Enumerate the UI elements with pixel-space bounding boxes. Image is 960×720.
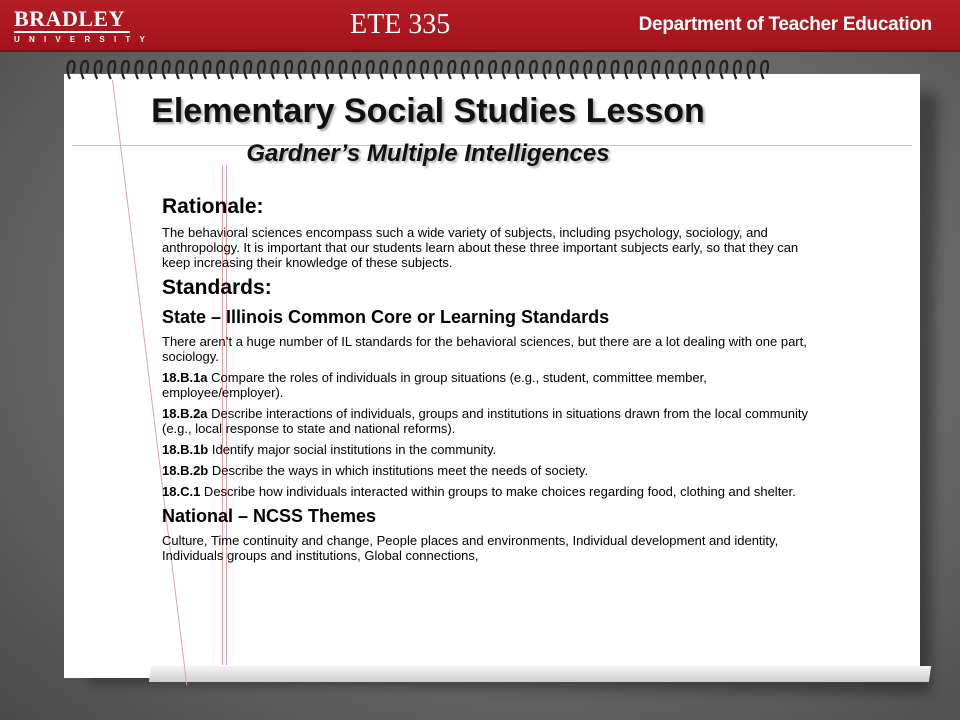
standard-code: 18.B.1b [162,442,209,457]
spiral-ring [204,61,211,79]
state-heading: State – Illinois Common Core or Learning Standards [162,307,610,327]
standard-code: 18.B.2b [162,463,209,478]
department-name: Department of Teacher Education [638,14,932,35]
spiral-ring [353,61,360,79]
standard-code: 18.B.1a [162,370,208,385]
spiral-ring [68,61,75,79]
header-bar [0,0,960,52]
standard-text: Describe the ways in which institutions meet the needs of society. [208,463,589,478]
spiral-ring [652,61,659,79]
spiral-ring [136,61,143,79]
bradley-logo [14,8,154,44]
rationale-heading: Rationale: [162,195,264,218]
standard-item [162,442,812,457]
spiral-ring [163,61,170,79]
spiral-ring [272,61,279,79]
standard-item [162,463,812,478]
logo-subtext: UNIVERSITY [14,35,155,44]
spiral-ring [530,61,537,79]
standard-text: Describe how individuals interacted within groups to make choices regarding food, clothing and shelter. [200,484,796,499]
spiral-ring [176,61,183,79]
spiral-ring [122,61,129,79]
standard-item [162,370,812,400]
spiral-ring [340,61,347,79]
spiral-binding [62,57,782,83]
standard-code: 18.C.1 [162,484,201,499]
spiral-ring [190,61,197,79]
standard-item [162,406,812,436]
spiral-ring [516,61,523,79]
spiral-ring [503,61,510,79]
standard-text: Describe interactions of individuals, groups and institutions in situations drawn from the local community (e.g., local response to state and national reforms). [162,406,809,436]
standard-code: 18.B.2a [162,406,208,421]
spiral-ring [761,61,768,79]
spiral-ring [149,61,156,79]
spiral-ring [720,61,727,79]
spiral-ring [571,61,578,79]
state-intro: There aren’t a huge number of IL standards for the behavioral sciences, but there are a lot dealing with one part, sociology. [162,334,807,364]
spiral-ring [258,61,265,79]
spiral-ring [312,61,319,79]
logo-rule [14,31,130,33]
spiral-ring [748,61,755,79]
slide-subtitle: Gardner’s Multiple Intelligences [246,140,610,167]
spiral-ring [693,61,700,79]
logo-wordmark: BRADLEY [14,6,126,31]
spiral-ring [666,61,673,79]
spiral-ring [639,61,646,79]
spiral-ring [584,61,591,79]
spiral-ring [408,61,415,79]
spiral-ring [734,61,741,79]
spiral-ring [448,61,455,79]
national-text: Culture, Time continuity and change, People places and environments, Individual development and identity, Individuals groups and institutions, Global connections, [162,533,779,563]
spiral-ring [380,61,387,79]
rationale-text: The behavioral sciences encompass such a wide variety of subjects, including psychology, sociology, and anthropology. It is important that our students learn about these three important subjects early, so that they can keep increasing their knowledge of these subjects. [162,225,799,270]
page-edge [149,666,931,682]
spiral-ring [612,61,619,79]
spiral-ring [476,61,483,79]
spiral-ring [244,61,251,79]
spiral-ring [625,61,632,79]
spiral-ring [326,61,333,79]
spiral-ring [299,61,306,79]
spiral-ring [394,61,401,79]
spiral-ring [95,61,102,79]
spiral-ring [680,61,687,79]
spiral-ring [285,61,292,79]
standard-text: Compare the roles of individuals in group situations (e.g., student, committee member, employee/employer). [162,370,707,400]
spiral-ring [707,61,714,79]
spiral-ring [421,61,428,79]
spiral-ring [489,61,496,79]
spiral-ring [108,61,115,79]
spiral-ring [544,61,551,79]
national-heading: National – NCSS Themes [162,506,377,526]
standard-text: Identify major social institutions in the community. [208,442,497,457]
spiral-ring [367,61,374,79]
spiral-ring [217,61,224,79]
standards-heading: Standards: [162,276,272,299]
spiral-ring [231,61,238,79]
spiral-ring [81,61,88,79]
slide-content [162,195,812,569]
standard-item [162,484,812,499]
spiral-ring [462,61,469,79]
spiral-ring [598,61,605,79]
spiral-ring [557,61,564,79]
spiral-ring [435,61,442,79]
slide-title: Elementary Social Studies Lesson [151,92,705,130]
course-code: ETE 335 [350,9,451,40]
